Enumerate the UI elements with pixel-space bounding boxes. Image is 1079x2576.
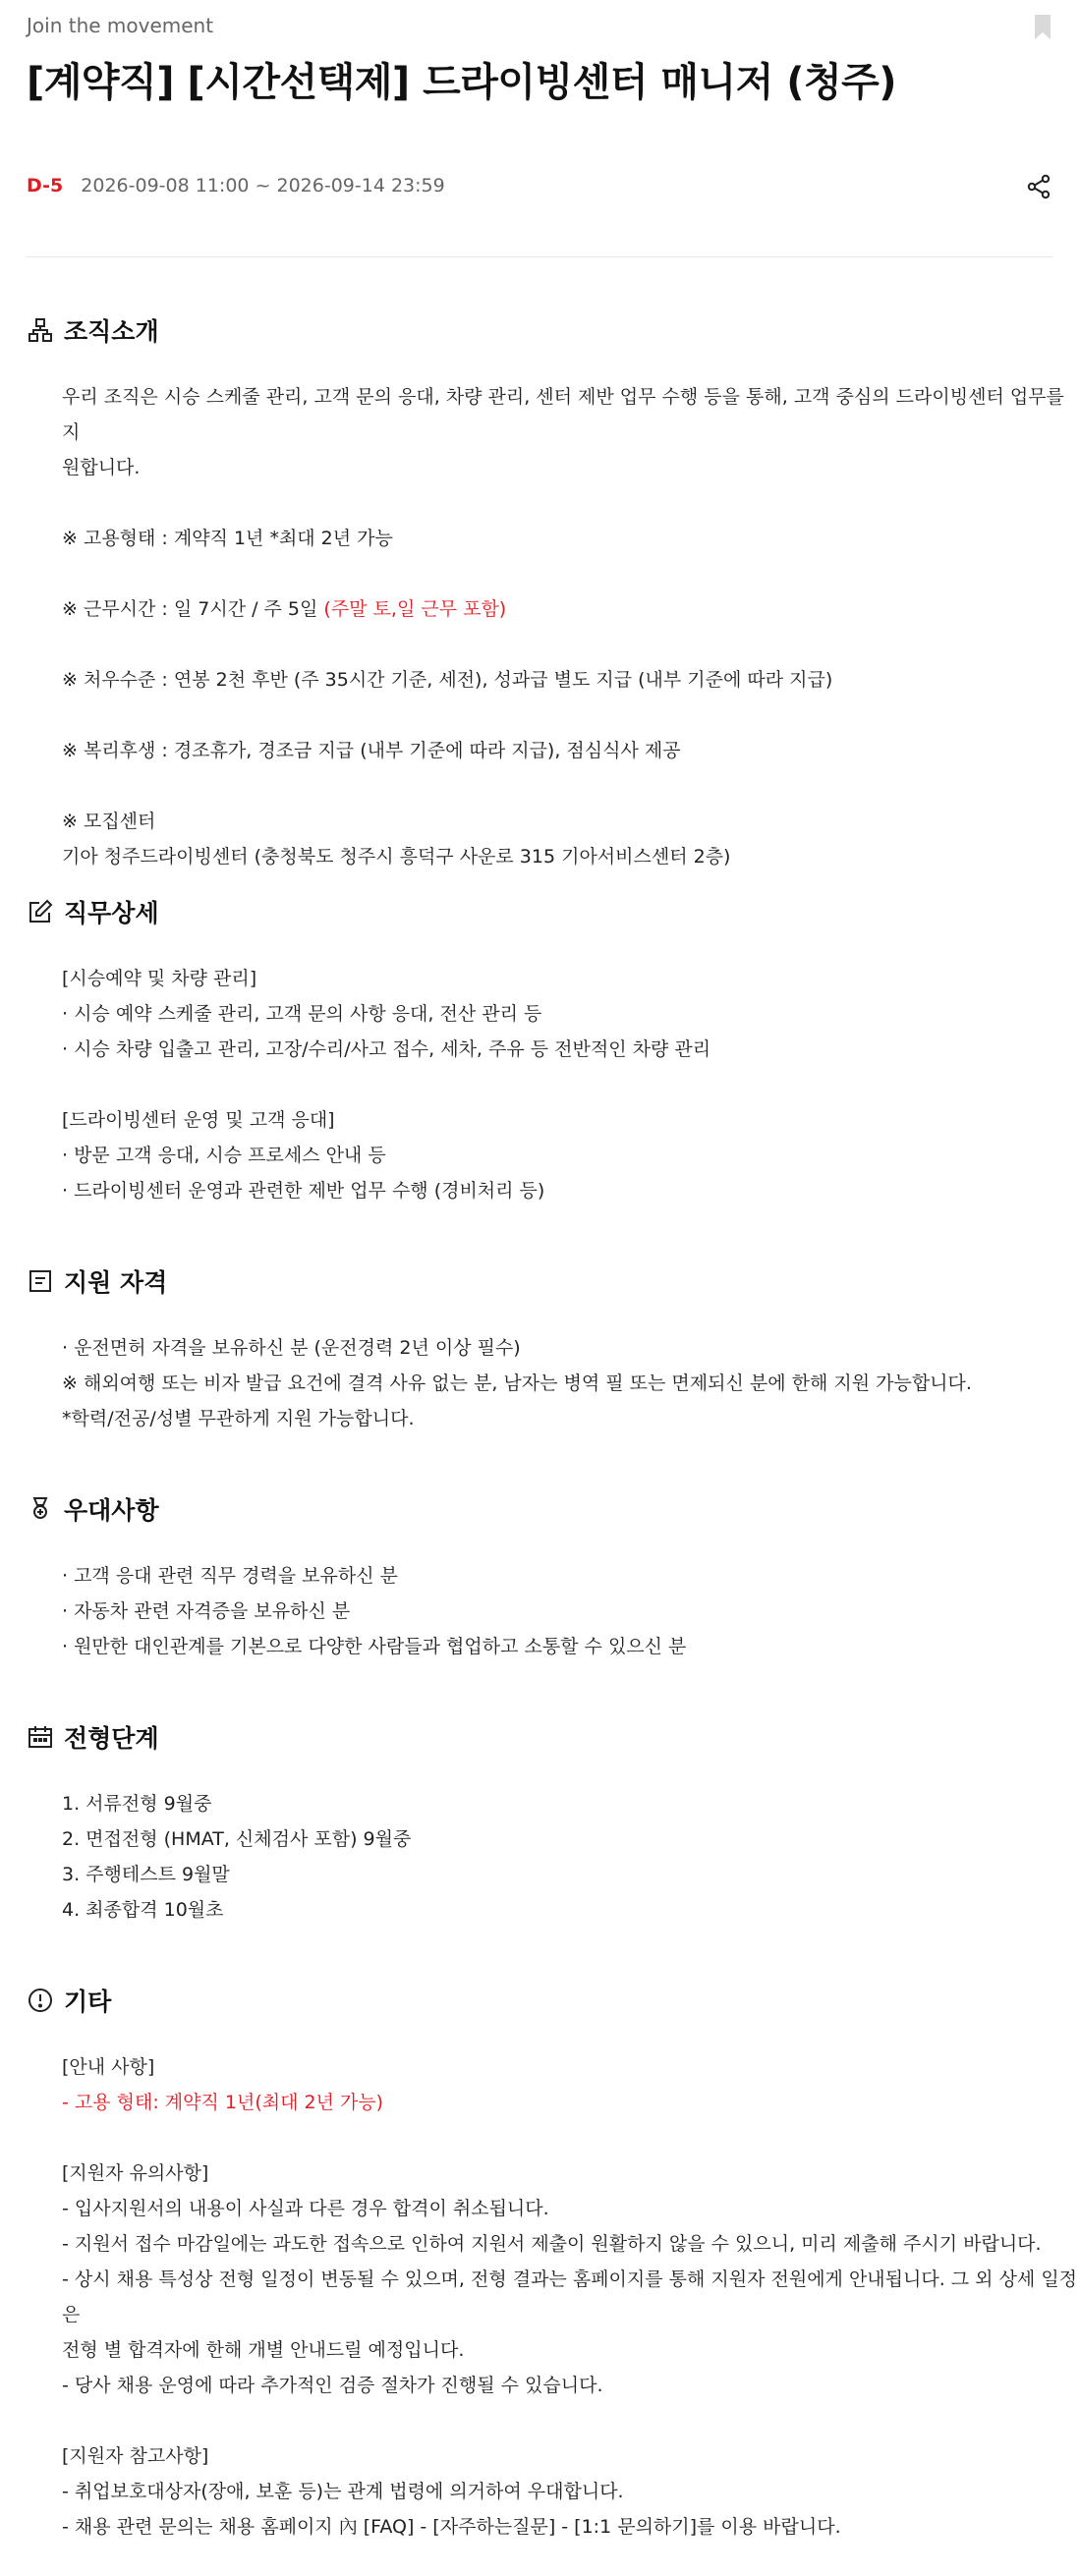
section-etc-body [62,2049,1079,2545]
section-qualification [27,1261,1052,1301]
employment-type-notice: - 고용 형태: 계약직 1년(최대 2년 가능) [62,2092,384,2113]
text-line: 3. 주행테스트 9월말 [62,1864,230,1885]
text-line: 2. 면접전형 (HMAT, 신체검사 포함) 9월중 [62,1828,412,1850]
section-org-body [62,379,1079,874]
text-line: 우리 조직은 시승 스케줄 관리, 고객 문의 응대, 차량 관리, 센터 제반 업무 수행 등을 통해, 고객 중심의 드라이빙센터 업무를 지 [62,386,1070,443]
text-line: · 자동차 관련 자격증을 보유하신 분 [62,1600,351,1622]
header-divider [27,256,1052,257]
edit-icon [27,898,54,925]
text-line: - 상시 채용 특성상 전형 일정이 변동될 수 있으며, 전형 결과는 홈페이지를 통해 지원자 전원에게 안내됩니다. 그 외 상세 일정은 [62,2268,1078,2325]
org-chart-icon [27,316,54,344]
text-line: 1. 서류전형 9월중 [62,1793,212,1815]
text-line [62,1067,1079,1102]
section-process-body [62,1786,1079,1928]
text-line: - 채용 관련 문의는 채용 홈페이지 內 [FAQ] - [자주하는질문] - [1:1 문의하기]를 이용 바랍니다. [62,2516,841,2538]
section-title: 직무상세 [64,899,159,927]
section-title: 기타 [64,1988,112,2016]
section-preference [27,1489,1052,1529]
text-line: ※ 해외여행 또는 비자 발급 요건에 결격 사유 없는 분, 남자는 병역 필 또는 면제되신 분에 한해 지원 가능합니다. [62,1372,972,1394]
text-line: · 드라이빙센터 운영과 관련한 제반 업무 수행 (경비처리 등) [62,1180,545,1202]
text-line: 전형 별 합격자에 한해 개별 안내드릴 예정입니다. [62,2339,465,2361]
text-line: 원합니다. [62,457,141,478]
text-line: - 지원서 접수 마감일에는 과도한 접속으로 인하여 지원서 제출이 원활하지 않을 수 있으니, 미리 제출해 주시기 바랍니다. [62,2233,1042,2255]
text-line: - 취업보호대상자(장애, 보훈 등)는 관계 법령에 의거하여 우대합니다. [62,2481,624,2502]
section-title: 지원 자격 [64,1268,168,1297]
section-title: 전형단계 [64,1724,159,1753]
text-line: · 시승 예약 스케줄 관리, 고객 문의 사항 응대, 전산 관리 등 [62,1003,542,1025]
text-line [62,591,1079,627]
text-line: [드라이빙센터 운영 및 고객 응대] [62,1109,335,1131]
share-icon[interactable] [1025,173,1052,200]
alert-circle-icon [27,1987,54,2014]
section-qualification-body [62,1330,1079,1436]
text-line: [안내 사항] [62,2056,155,2078]
section-process [27,1717,1052,1757]
section-etc [27,1981,1052,2020]
text-line: - 입사지원서의 내용이 사실과 다른 경우 합격이 취소됩니다. [62,2198,549,2219]
section-duty-body [62,961,1079,1208]
hours-text: ※ 근무시간 : 일 7시간 / 주 5일 [62,598,324,620]
text-line: [지원자 참고사항] [62,2445,209,2467]
text-line [62,627,1079,662]
text-line [62,2120,1079,2156]
text-line: · 시승 차량 입출고 관리, 고장/수리/사고 접수, 세차, 주유 등 전반적인 차량 관리 [62,1038,711,1060]
dday-badge: D-5 [27,175,64,196]
text-line: - 당사 채용 운영에 따라 추가적인 검증 절차가 진행될 수 있습니다. [62,2375,603,2396]
bookmark-icon[interactable] [1033,14,1052,41]
text-line: 4. 최종합격 10월초 [62,1899,224,1921]
period-text: 2026-09-08 11:00 ~ 2026-09-14 23:59 [81,175,445,196]
category-label: Join the movement [27,14,214,37]
section-preference-body [62,1558,1079,1664]
calendar-icon [27,1723,54,1751]
text-line [62,2403,1079,2438]
posting-period [27,173,1052,202]
text-line: ※ 복리후생 : 경조휴가, 경조금 지급 (내부 기준에 따라 지급), 점심식사 제공 [62,740,681,761]
text-line: [시승예약 및 차량 관리] [62,968,257,989]
section-org [27,310,1052,350]
text-line: · 고객 응대 관련 직무 경력을 보유하신 분 [62,1565,398,1587]
top-bar [27,12,1052,41]
text-line [62,698,1079,733]
section-duty [27,892,1052,931]
text-line: · 원만한 대인관계를 기본으로 다양한 사람들과 협업하고 소통할 수 있으신 분 [62,1636,687,1657]
text-line: ※ 고용형태 : 계약직 1년 *최대 2년 가능 [62,528,393,549]
text-line [62,485,1079,521]
page-title: [계약직] [시간선택제] 드라이빙센터 매니저 (청주) [27,60,897,105]
section-title: 조직소개 [64,317,159,346]
text-line: · 방문 고객 응대, 시승 프로세스 안내 등 [62,1145,386,1166]
section-title: 우대사항 [64,1496,159,1525]
weekend-highlight: (주말 토,일 근무 포함) [323,598,507,620]
text-line: *학력/전공/성별 무관하게 지원 가능합니다. [62,1408,415,1429]
text-line [62,556,1079,591]
text-line: ※ 처우수준 : 연봉 2천 후반 (주 35시간 기준, 세전), 성과급 별도 지급 (내부 기준에 따라 지급) [62,669,833,691]
medal-icon [27,1495,54,1523]
text-line: ※ 모집센터 [62,811,156,832]
text-line [62,768,1079,804]
text-line: [지원자 유의사항] [62,2162,209,2184]
text-line: · 운전면허 자격을 보유하신 분 (운전경력 2년 이상 필수) [62,1337,521,1359]
text-line: 기아 청주드라이빙센터 (충청북도 청주시 흥덕구 사운로 315 기아서비스센터 2층) [62,846,731,868]
document-icon [27,1267,54,1295]
